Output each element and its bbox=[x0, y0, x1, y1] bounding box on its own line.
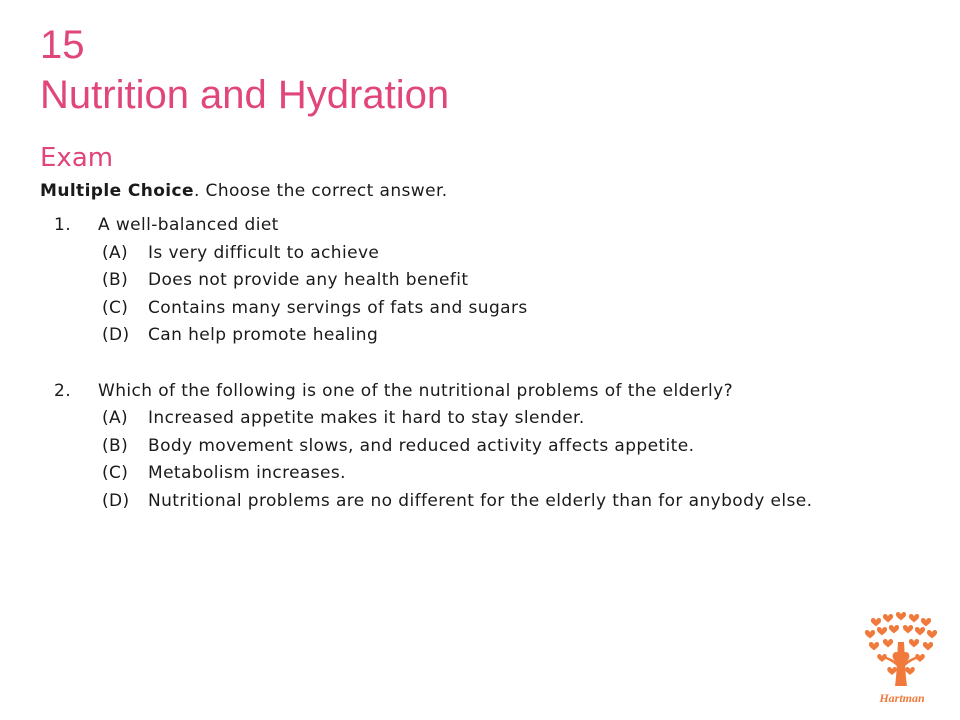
option-text: Contains many servings of fats and sugars bbox=[148, 297, 528, 318]
question-2 bbox=[40, 378, 920, 516]
heart-tree-icon bbox=[864, 612, 940, 708]
question-1 bbox=[40, 212, 920, 350]
logo-text: Hartman bbox=[879, 691, 925, 705]
question-stem bbox=[40, 212, 920, 240]
question-number: 2. bbox=[54, 380, 72, 401]
option-text: Increased appetite makes it hard to stay slender. bbox=[148, 408, 585, 428]
option-letter: (C) bbox=[102, 297, 129, 318]
instructions-text: . Choose the correct answer. bbox=[193, 181, 448, 201]
answer-option bbox=[40, 405, 920, 433]
answer-option bbox=[40, 267, 920, 295]
option-letter: (A) bbox=[102, 242, 129, 263]
answer-option bbox=[40, 460, 920, 488]
chapter-number: 15 bbox=[40, 23, 85, 67]
option-text: Is very difficult to achieve bbox=[148, 242, 380, 263]
option-letter: (D) bbox=[102, 325, 130, 345]
hartman-logo bbox=[864, 612, 940, 708]
section-heading: Exam bbox=[40, 143, 114, 173]
option-letter: (D) bbox=[102, 490, 130, 511]
option-text: Does not provide any health benefit bbox=[148, 270, 469, 290]
option-text: Can help promote healing bbox=[148, 325, 379, 345]
option-letter: (B) bbox=[102, 435, 129, 456]
option-text: Nutritional problems are no different for the elderly than for anybody else. bbox=[148, 490, 813, 511]
option-text: Metabolism increases. bbox=[148, 463, 346, 483]
answer-option bbox=[40, 295, 920, 323]
question-text: A well-balanced diet bbox=[98, 215, 279, 235]
question-number: 1. bbox=[54, 215, 72, 235]
answer-option bbox=[40, 322, 920, 350]
answer-option bbox=[40, 488, 920, 516]
chapter-title: Nutrition and Hydration bbox=[40, 73, 450, 117]
option-letter: (B) bbox=[102, 270, 129, 290]
option-letter: (C) bbox=[102, 463, 129, 483]
answer-option bbox=[40, 433, 920, 461]
question-text: Which of the following is one of the nutritional problems of the elderly? bbox=[98, 380, 734, 401]
answer-option bbox=[40, 240, 920, 268]
question-stem bbox=[40, 378, 920, 406]
instructions-label: Multiple Choice bbox=[40, 181, 194, 201]
instructions bbox=[40, 180, 448, 202]
option-text: Body movement slows, and reduced activity affects appetite. bbox=[148, 435, 695, 456]
question-list bbox=[40, 212, 920, 515]
option-letter: (A) bbox=[102, 408, 129, 428]
